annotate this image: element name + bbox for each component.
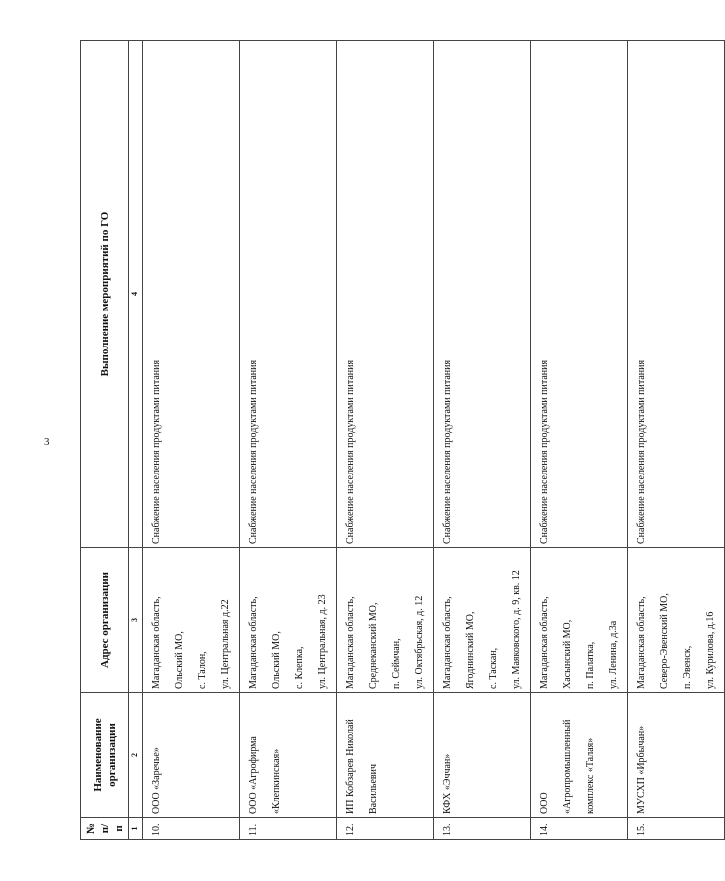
activity: Снабжение населения продуктами питания	[531, 41, 628, 548]
address-line: Северо-Эвенский МО,	[659, 593, 670, 689]
header-address: Адрес организации	[81, 548, 129, 693]
column-number: 3	[129, 548, 143, 693]
address-line: с. Клепка,	[294, 646, 305, 689]
column-number: 2	[129, 693, 143, 818]
address-line: с. Таскан,	[488, 647, 499, 689]
header-number: № п/п	[81, 818, 129, 840]
address-line: ул. Центральная д.22	[220, 599, 231, 689]
address-line: ул. Курилова, д.16	[705, 611, 716, 689]
address-line: Магаданская область,	[636, 596, 647, 689]
header-activity: Выполнение мероприятий по ГО	[81, 41, 129, 548]
organization-address	[240, 548, 337, 693]
address-line: Магаданская область,	[151, 596, 162, 689]
organization-address	[337, 548, 434, 693]
address-line: ул. Октябрьская, д. 12	[414, 595, 425, 689]
table-row	[628, 41, 725, 840]
organization-address	[434, 548, 531, 693]
address-line: Магаданская область,	[345, 596, 356, 689]
activity: Снабжение населения продуктами питания	[143, 41, 240, 548]
table-header-row	[81, 41, 129, 840]
address-line: Ольский МО,	[174, 631, 185, 689]
organization-name: ООО «Агропромышленный комплекс «Талая»	[531, 693, 628, 818]
row-number: 11.	[240, 818, 337, 840]
organization-address	[143, 548, 240, 693]
organization-name: ИП Кобзарев Николай Васильевич	[337, 693, 434, 818]
activity: Снабжение населения продуктами питания	[240, 41, 337, 548]
address-line: Магаданская область,	[539, 596, 550, 689]
table-row	[143, 41, 240, 840]
address-line: ул. Ленина, д.3а	[608, 620, 619, 689]
activity: Снабжение населения продуктами питания	[337, 41, 434, 548]
row-number: 10.	[143, 818, 240, 840]
address-line: Хасынский МО,	[562, 619, 573, 689]
table-row	[240, 41, 337, 840]
page-number: 3	[44, 436, 50, 448]
organization-name: МУСХП «Ирбычан»	[628, 693, 725, 818]
address-line: ул. Центральная, д. 23	[317, 594, 328, 689]
organization-address	[531, 548, 628, 693]
header-name: Наименование организации	[81, 693, 129, 818]
organization-address	[628, 548, 725, 693]
row-number: 12.	[337, 818, 434, 840]
organizations-table	[80, 40, 725, 840]
table-row	[337, 41, 434, 840]
table-row	[434, 41, 531, 840]
row-number: 14.	[531, 818, 628, 840]
organization-name: ООО «Заречье»	[143, 693, 240, 818]
address-line: Ольский МО,	[271, 631, 282, 689]
address-line: п. Сеймчан,	[391, 638, 402, 689]
rotated-page	[80, 40, 716, 840]
address-line: ул. Маяковского, д. 9, кв. 12	[511, 570, 522, 689]
organization-name: ООО «Агрофирма «Клепкинская»	[240, 693, 337, 818]
address-line: Магаданская область,	[248, 596, 259, 689]
address-line: Ягоднинский МО,	[465, 611, 476, 689]
address-line: Среднеканский МО,	[368, 602, 379, 689]
row-number: 13.	[434, 818, 531, 840]
column-number-row	[129, 41, 143, 840]
table-row	[531, 41, 628, 840]
activity: Снабжение населения продуктами питания	[434, 41, 531, 548]
address-line: п. Палатка,	[585, 641, 596, 689]
address-line: с. Талон,	[197, 651, 208, 689]
column-number: 1	[129, 818, 143, 840]
activity: Снабжение населения продуктами питания	[628, 41, 725, 548]
row-number: 15.	[628, 818, 725, 840]
organization-name: КФХ «Эччан»	[434, 693, 531, 818]
address-line: п. Эвенск,	[682, 645, 693, 689]
column-number: 4	[129, 41, 143, 548]
address-line: Магаданская область,	[442, 596, 453, 689]
